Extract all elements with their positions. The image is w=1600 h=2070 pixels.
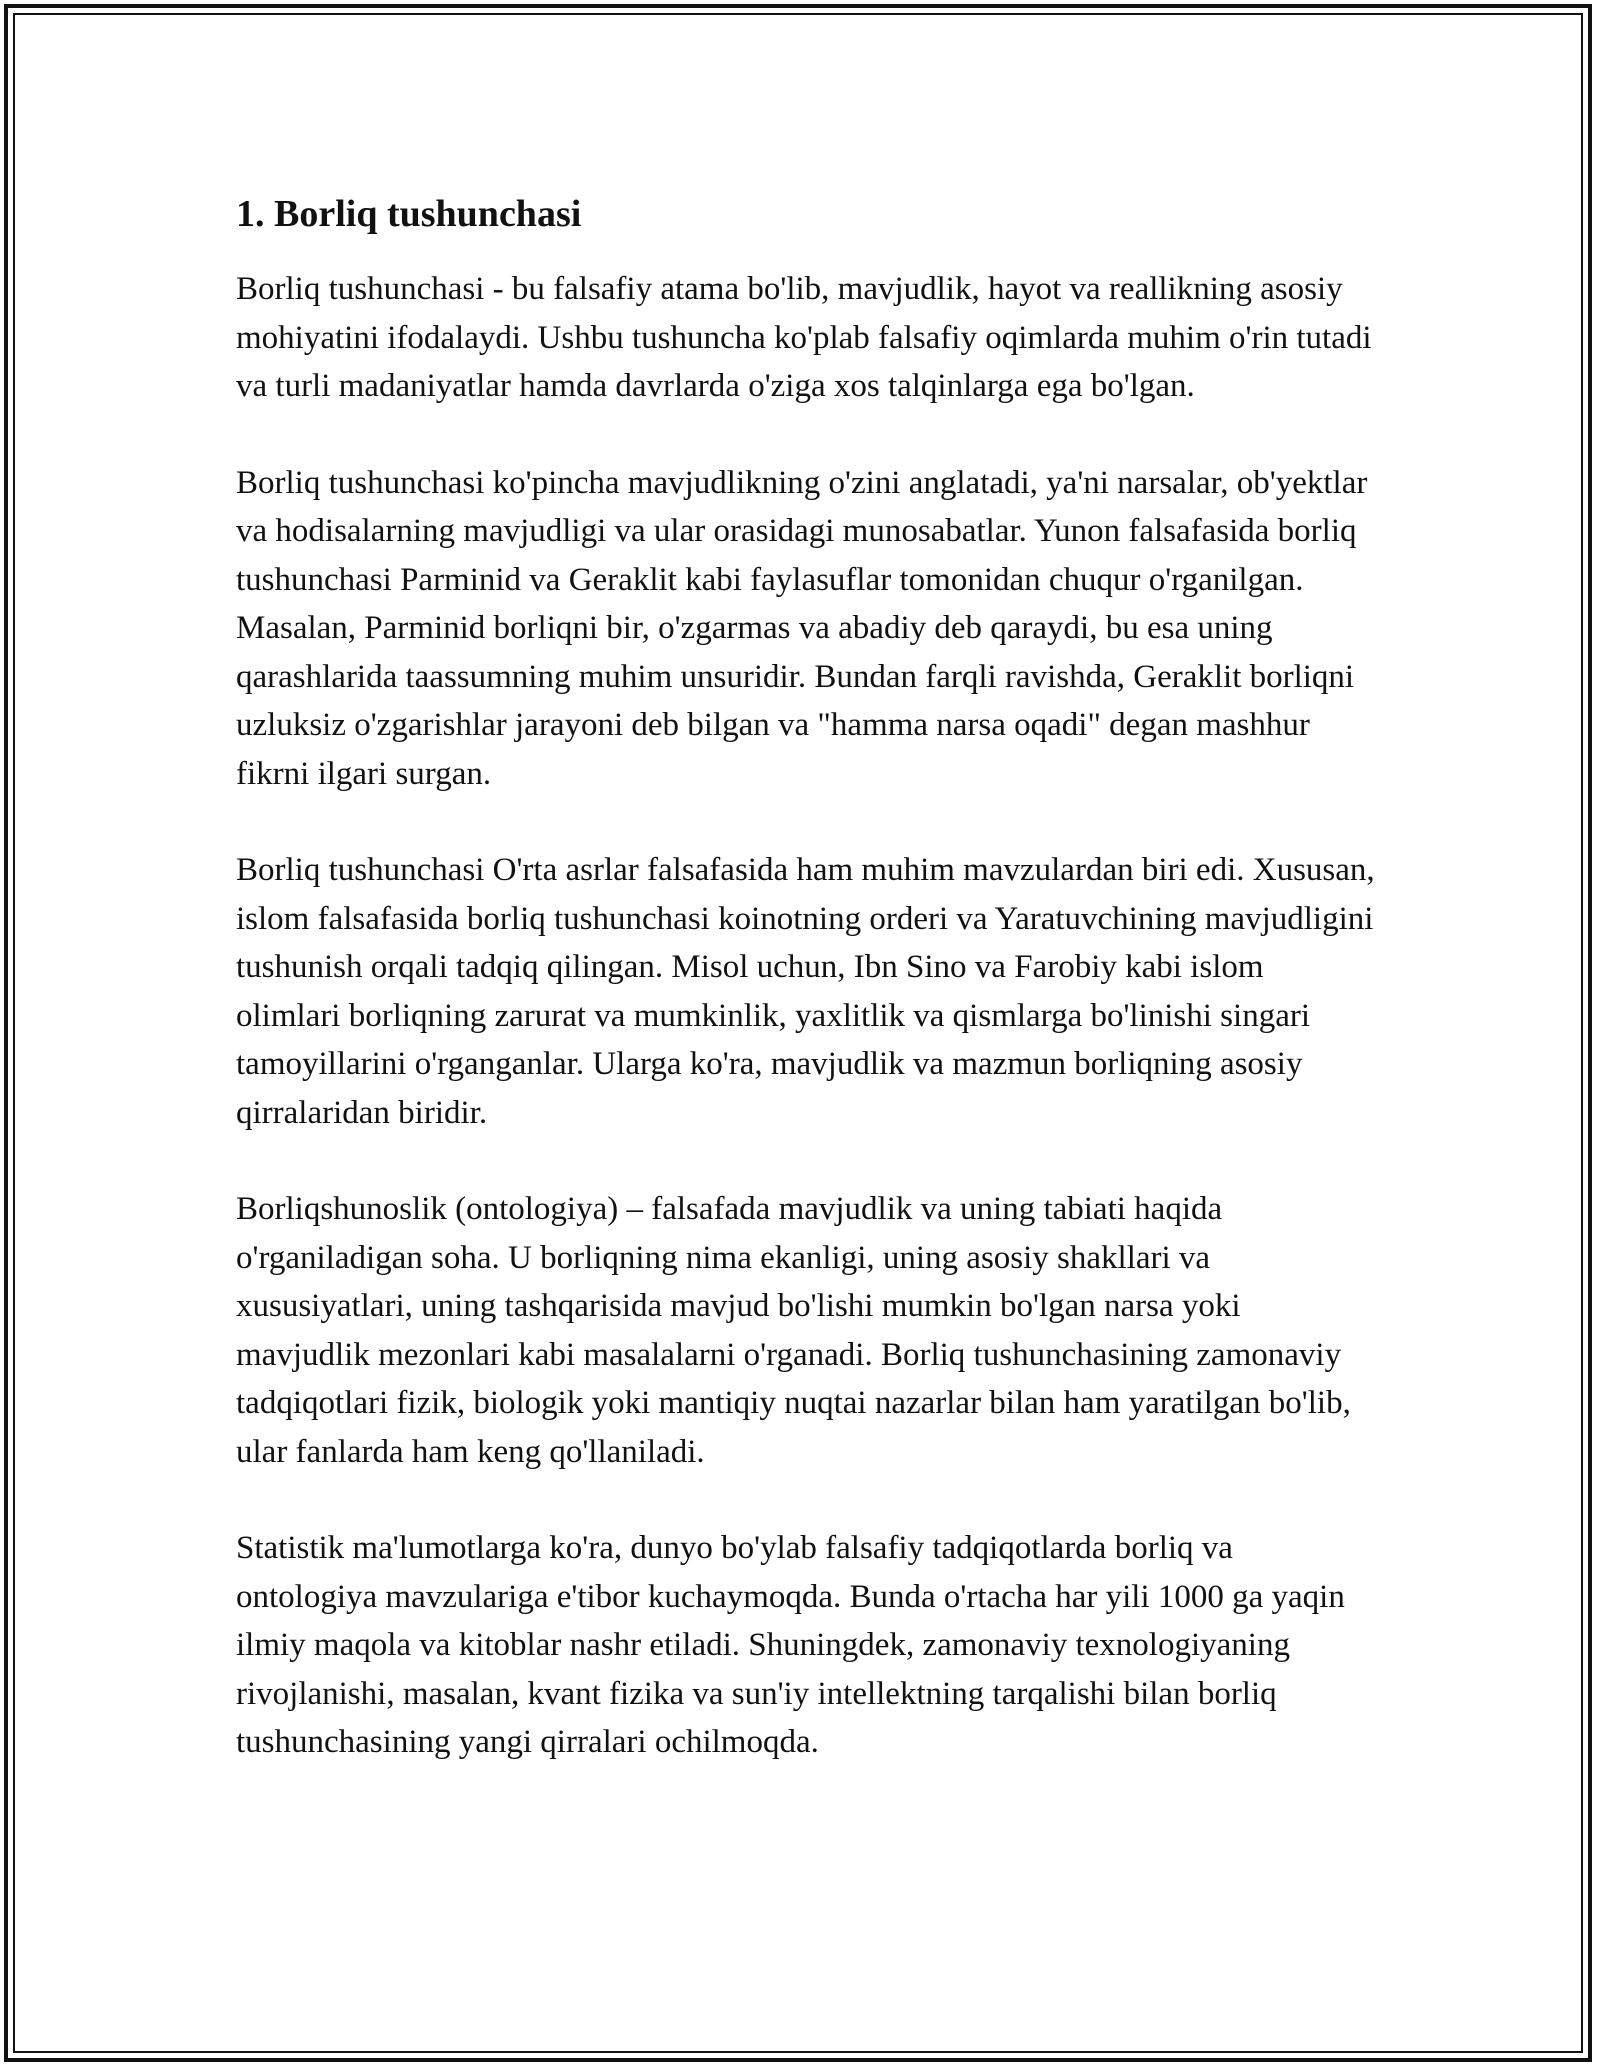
section-heading: 1. Borliq tushunchasi	[236, 193, 582, 235]
paragraph-4: Borliqshunoslik (ontologiya) – falsafada mavjudlik va uning tabiati haqida o'rganiladigan soha. U borliqning nima ekanligi, uning asosiy shakllari va xususiyatlari, uning tashqarisida mavjud bo'lishi mumkin bo'lgan narsa yoki mavjudlik mezonlari kabi masalalarni o'rganadi. Borliq tushunchasining zamonaviy tadqiqotlari fizik, biologik yoki mantiqiy nuqtai nazarlar bilan ham yaratilgan bo'lib, ular fanlarda ham keng qo'llaniladi.	[236, 1191, 1351, 1470]
paragraph-2: Borliq tushunchasi ko'pincha mavjudlikning o'zini anglatadi, ya'ni narsalar, ob'yektlar va hodisalarning mavjudligi va ular orasidagi munosabatlar. Yunon falsafasida borliq tushunchasi Parminid va Geraklit kabi faylasuflar tomonidan chuqur o'rganilgan. Masalan, Parminid borliqni bir, o'zgarmas va abadiy deb qaraydi, bu esa uning qarashlarida taassumning muhim unsuridir. Bundan farqli ravishda, Geraklit borliqni uzluksiz o'zgarishlar jarayoni deb bilgan va "hamma narsa oqadi" degan mashhur fikrni ilgari surgan.	[236, 464, 1368, 792]
paragraph-1: Borliq tushunchasi - bu falsafiy atama bo'lib, mavjudlik, hayot va reallikning asosiy mohiyatini ifodalaydi. Ushbu tushuncha ko'plab falsafiy oqimlarda muhim o'rin tutadi va turli madaniyatlar hamda davrlarda o'ziga xos talqinlarga ega bo'lgan.	[236, 271, 1372, 404]
document-body	[236, 185, 1376, 1815]
paragraph-3: Borliq tushunchasi O'rta asrlar falsafasida ham muhim mavzulardan biri edi. Xususan, islom falsafasida borliq tushunchasi koinotning orderi va Yaratuvchining mavjudligini tushunish orqali tadqiq qilingan. Misol uchun, Ibn Sino va Farobiy kabi islom olimlari borliqning zarurat va mumkinlik, yaxlitlik va qismlarga bo'linishi singari tamoyillarini o'rganganlar. Ularga ko'ra, mavjudlik va mazmun borliqning asosiy qirralaridan biridir.	[236, 852, 1375, 1131]
paragraph-5: Statistik ma'lumotlarga ko'ra, dunyo bo'ylab falsafiy tadqiqotlarda borliq va ontologiya mavzulariga e'tibor kuchaymoqda. Bunda o'rtacha har yili 1000 ga yaqin ilmiy maqola va kitoblar nashr etiladi. Shuningdek, zamonaviy texnologiyaning rivojlanishi, masalan, kvant fizika va sun'iy intellektning tarqalishi bilan borliq tushunchasining yangi qirralari ochilmoqda.	[236, 1530, 1345, 1760]
